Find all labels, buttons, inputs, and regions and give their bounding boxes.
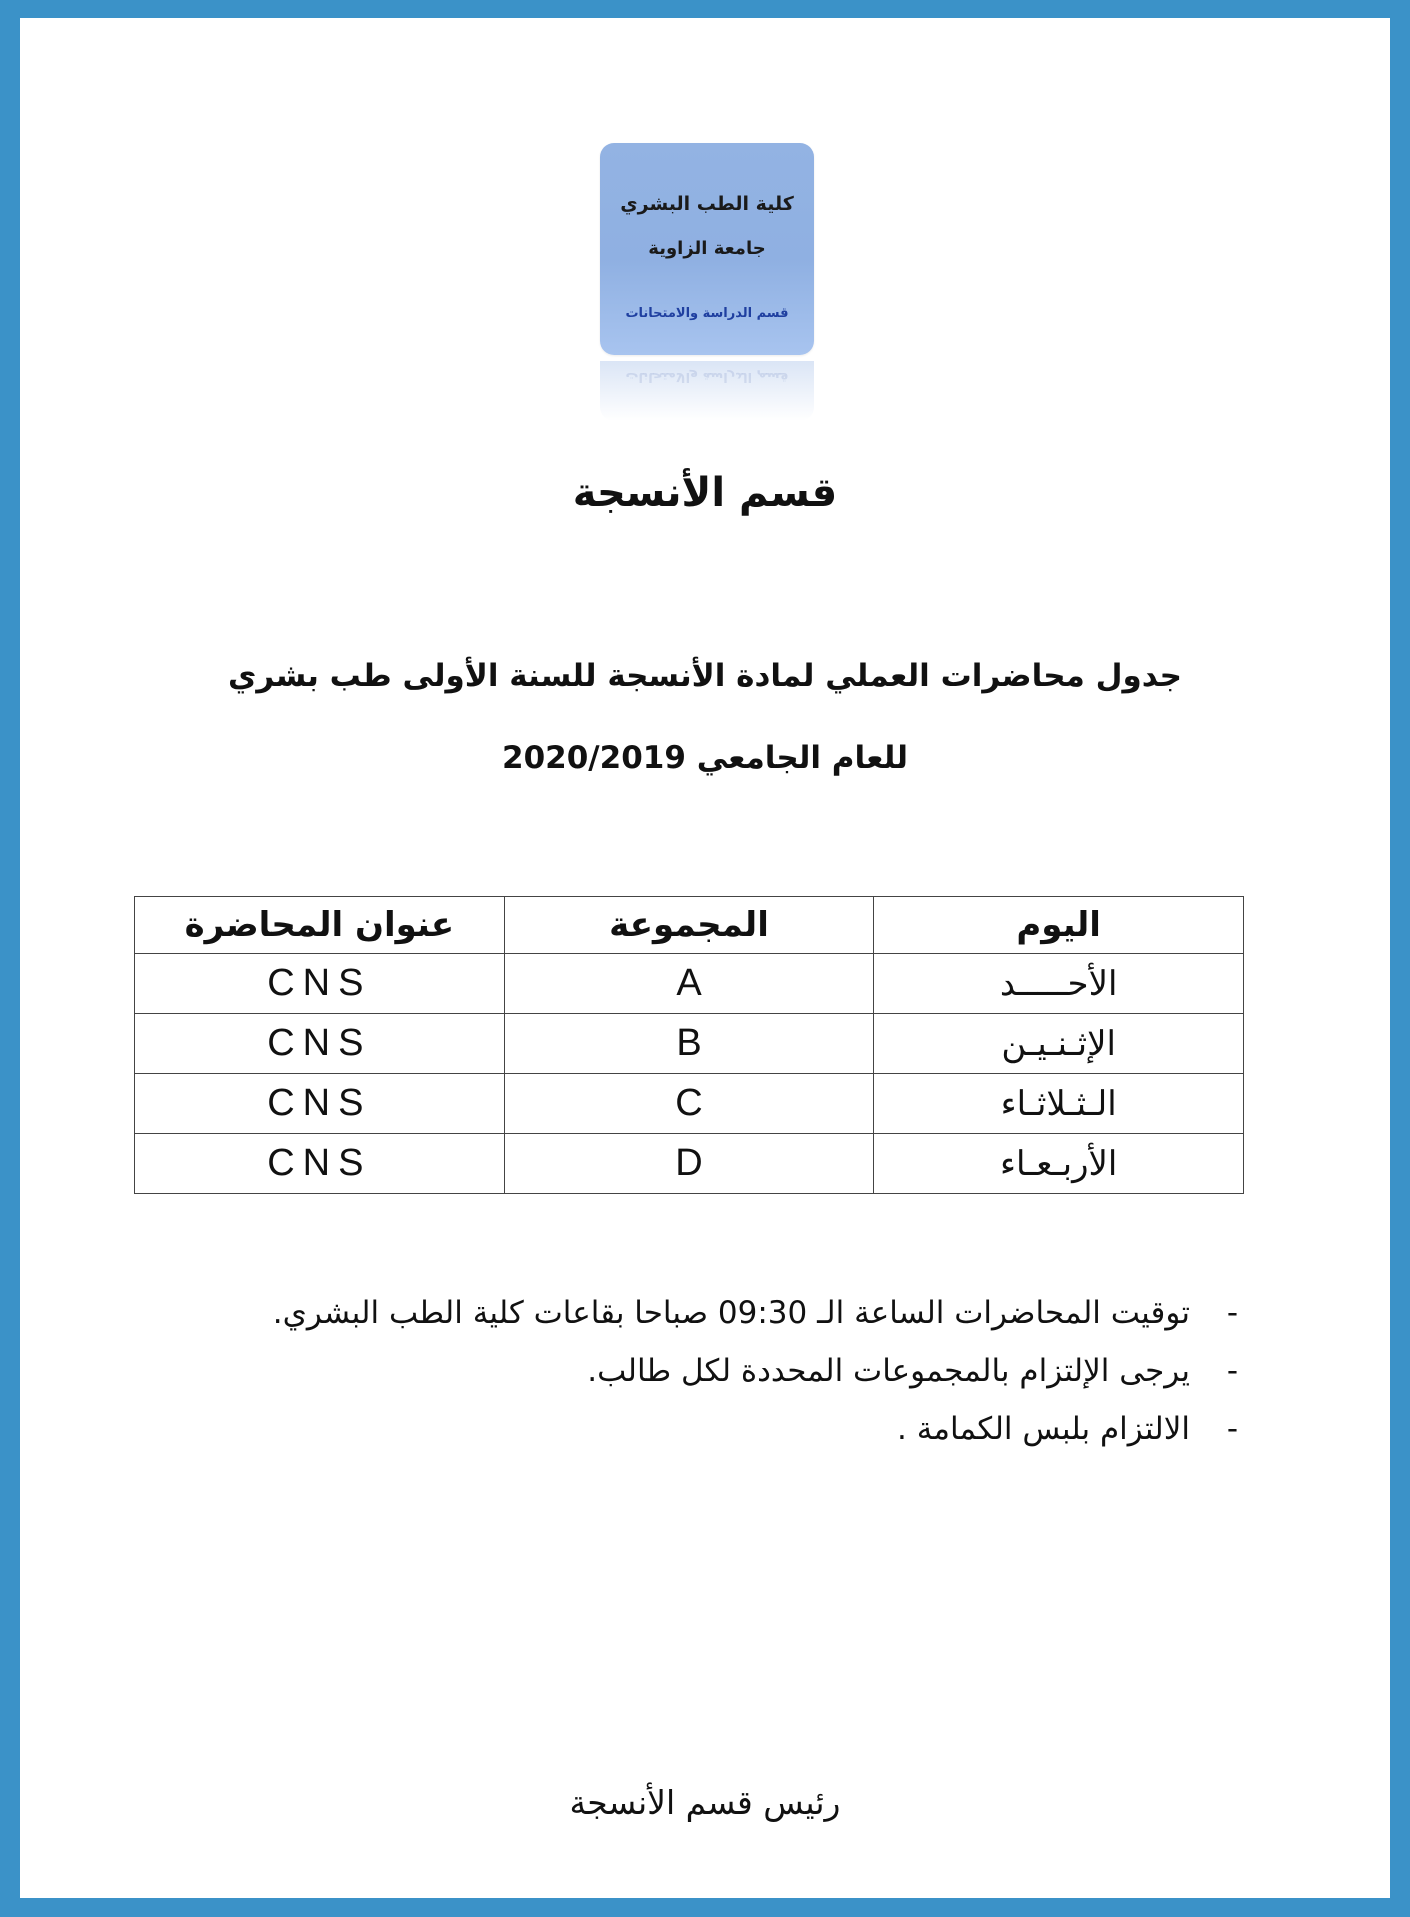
day-cell: الإثـنـيـن [874,1014,1244,1074]
table-header-row [135,897,1244,954]
logo-university-name: جامعة الزاوية [648,238,766,259]
bullet-dash: - [1226,1295,1238,1331]
note-item [140,1284,1238,1342]
bullet-dash: - [1226,1353,1238,1389]
header-day: اليوم [874,897,1244,954]
schedule-title: جدول محاضرات العملي لمادة الأنسجة للسنة الأولى طب بشري [228,658,1182,694]
logo-reflection [600,361,814,421]
day-cell: الأحـــــد [874,954,1244,1014]
logo-badge [600,143,814,355]
notes-list [140,1284,1238,1458]
day-cell: الـثـلاثـاء [874,1074,1244,1134]
lecture-title-cell: CNS [135,1134,505,1194]
day-cell: الأربـعـاء [874,1134,1244,1194]
logo-faculty-name: كلية الطب البشري [620,193,794,215]
header-lecture-title: عنوان المحاضرة [135,897,505,954]
lecture-title-cell: CNS [135,954,505,1014]
logo-reflection-text: قسم الدراسة والامتحانات [625,369,789,384]
department-title: قسم الأنسجة [572,470,838,516]
table-row [135,1134,1244,1194]
group-cell: B [504,1014,874,1074]
note-item [140,1400,1238,1458]
note-text: الالتزام بلبس الكمامة . [897,1411,1190,1447]
group-cell: D [504,1134,874,1194]
group-cell: C [504,1074,874,1134]
academic-year: للعام الجامعي 2020/2019 [502,740,908,776]
table-row [135,1074,1244,1134]
table-row [135,954,1244,1014]
document-page [20,18,1390,1898]
schedule-table [134,896,1244,1194]
note-text: يرجى الإلتزام بالمجموعات المحددة لكل طالب. [587,1353,1190,1389]
lecture-title-cell: CNS [135,1074,505,1134]
faculty-logo [600,143,814,433]
signature: رئيس قسم الأنسجة [569,1783,841,1822]
group-cell: A [504,954,874,1014]
header-group: المجموعة [504,897,874,954]
logo-office-name: قسم الدراسة والامتحانات [625,306,789,321]
note-item [140,1342,1238,1400]
bullet-dash: - [1226,1411,1238,1447]
table-row [135,1014,1244,1074]
note-text: توقيت المحاضرات الساعة الـ 09:30 صباحا بقاعات كلية الطب البشري. [272,1295,1190,1331]
lecture-title-cell: CNS [135,1014,505,1074]
